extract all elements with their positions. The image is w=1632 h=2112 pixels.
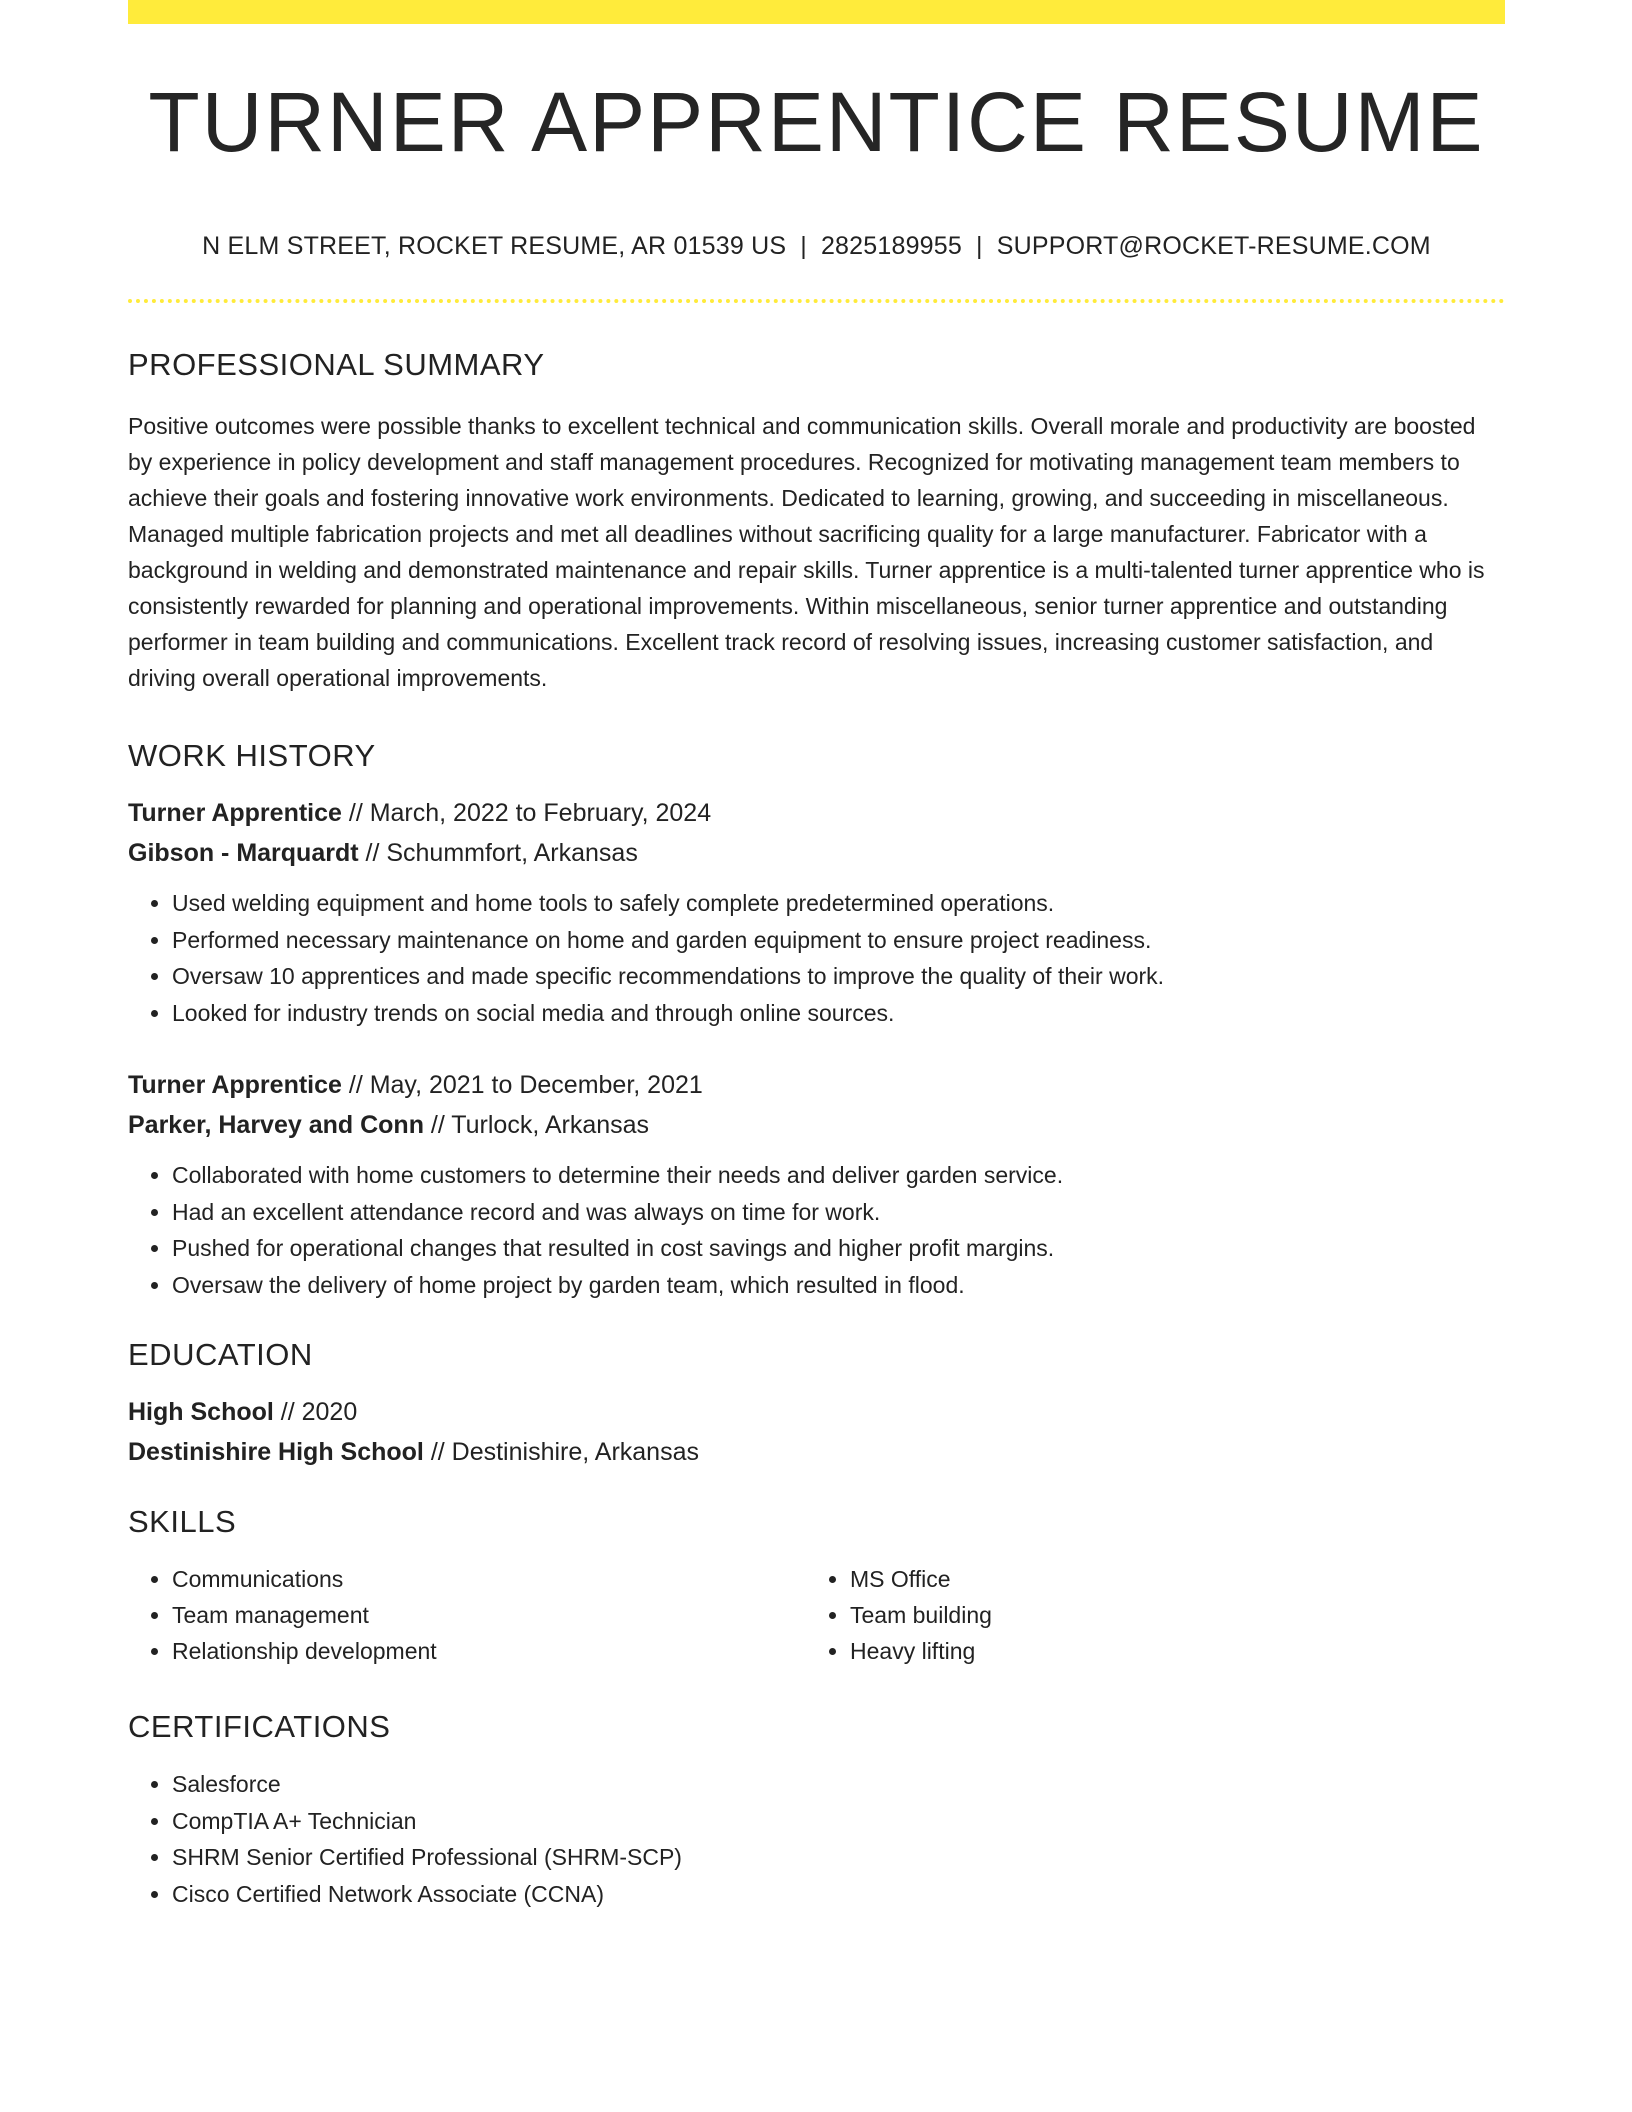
contact-separator: | bbox=[976, 232, 983, 260]
accent-bar bbox=[128, 0, 1505, 24]
education-school: Destinishire High School bbox=[128, 1438, 424, 1466]
list-item: • Oversaw 10 apprentices and made specific recommendations to improve the quality of their work. bbox=[172, 958, 1505, 995]
list-item: • CompTIA A+ Technician bbox=[172, 1803, 1505, 1840]
job-location: // Turlock, Arkansas bbox=[423, 1111, 650, 1139]
job-title-line bbox=[128, 793, 1505, 833]
job-company: Parker, Harvey and Conn bbox=[128, 1111, 424, 1139]
job-company: Gibson - Marquardt bbox=[128, 839, 359, 867]
contact-phone: 2825189955 bbox=[820, 232, 962, 260]
resume-page bbox=[128, 0, 1505, 1912]
work-history-heading: WORK HISTORY bbox=[128, 738, 376, 773]
list-item: • Communications bbox=[172, 1561, 806, 1597]
page-title: TURNER APPRENTICE RESUME bbox=[148, 75, 1485, 169]
list-item: • Pushed for operational changes that resulted in cost savings and higher profit margins. bbox=[172, 1230, 1505, 1267]
list-item: • SHRM Senior Certified Professional (SHRM-SCP) bbox=[172, 1839, 1505, 1876]
list-item: • Oversaw the delivery of home project by garden team, which resulted in flood. bbox=[172, 1267, 1505, 1304]
contact-address: N ELM STREET, ROCKET RESUME, AR 01539 US bbox=[202, 232, 787, 260]
summary-heading: PROFESSIONAL SUMMARY bbox=[128, 347, 545, 382]
list-item: • Used welding equipment and home tools to safely complete predetermined operations. bbox=[172, 885, 1505, 922]
list-item: • Looked for industry trends on social media and through online sources. bbox=[172, 995, 1505, 1032]
divider bbox=[128, 299, 1505, 303]
job-title: Turner Apprentice bbox=[128, 1071, 342, 1099]
skills-column-right bbox=[806, 1561, 1485, 1669]
list-item: • Salesforce bbox=[172, 1766, 1505, 1803]
education-heading: EDUCATION bbox=[128, 1337, 313, 1372]
summary-text: Positive outcomes were possible thanks to excellent technical and communication skills. Overall morale and productivity are boosted by experience in policy development and staff management procedures. Recognized for motivating management team members to achieve their goals and fostering innovative work environments. Dedicated to learning, growing, and succeeding in miscellaneous. Managed multiple fabrication projects and met all deadlines without sacrificing quality for a large manufacturer. Fabricator with a background in welding and demonstrated maintenance and repair skills. Turner apprentice is a multi-talented turner apprentice who is consistently rewarded for planning and operational improvements. Within miscellaneous, senior turner apprentice and outstanding performer in team building and communications. Excellent track record of resolving issues, increasing customer satisfaction, and driving overall operational improvements. bbox=[128, 413, 1485, 691]
contact-line bbox=[128, 232, 1505, 261]
job-company-line bbox=[128, 833, 1505, 873]
contact-email: SUPPORT@ROCKET-RESUME.COM bbox=[996, 232, 1431, 260]
job-entry bbox=[128, 793, 1505, 1031]
list-item: • Cisco Certified Network Associate (CCNA) bbox=[172, 1876, 1505, 1913]
list-item: • Team management bbox=[172, 1597, 806, 1633]
job-title-line bbox=[128, 1065, 1505, 1105]
certifications-heading: CERTIFICATIONS bbox=[128, 1709, 391, 1744]
job-dates: // March, 2022 to February, 2024 bbox=[341, 799, 712, 827]
list-item: • MS Office bbox=[850, 1561, 1485, 1597]
list-item: • Team building bbox=[850, 1597, 1485, 1633]
job-location: // Schummfort, Arkansas bbox=[358, 839, 638, 867]
certifications-list bbox=[128, 1766, 1505, 1912]
list-item: • Had an excellent attendance record and was always on time for work. bbox=[172, 1194, 1505, 1231]
education-degree-line bbox=[128, 1392, 1505, 1432]
education-entry bbox=[128, 1392, 1505, 1472]
list-item: • Collaborated with home customers to determine their needs and deliver garden service. bbox=[172, 1157, 1505, 1194]
contact-separator: | bbox=[800, 232, 807, 260]
job-bullets bbox=[128, 1157, 1505, 1303]
education-degree: High School bbox=[128, 1398, 274, 1426]
job-dates: // May, 2021 to December, 2021 bbox=[341, 1071, 703, 1099]
list-item: • Performed necessary maintenance on home and garden equipment to ensure project readiness. bbox=[172, 922, 1505, 959]
job-title: Turner Apprentice bbox=[128, 799, 342, 827]
job-company-line bbox=[128, 1105, 1505, 1145]
list-item: • Heavy lifting bbox=[850, 1633, 1485, 1669]
job-entry bbox=[128, 1065, 1505, 1303]
education-school-line bbox=[128, 1432, 1505, 1472]
skills-heading: SKILLS bbox=[128, 1504, 237, 1539]
education-year: // 2020 bbox=[273, 1398, 358, 1426]
job-bullets bbox=[128, 885, 1505, 1031]
skills-list bbox=[128, 1561, 1505, 1669]
list-item: • Relationship development bbox=[172, 1633, 806, 1669]
education-location: // Destinishire, Arkansas bbox=[423, 1438, 699, 1466]
skills-column-left bbox=[128, 1561, 806, 1669]
